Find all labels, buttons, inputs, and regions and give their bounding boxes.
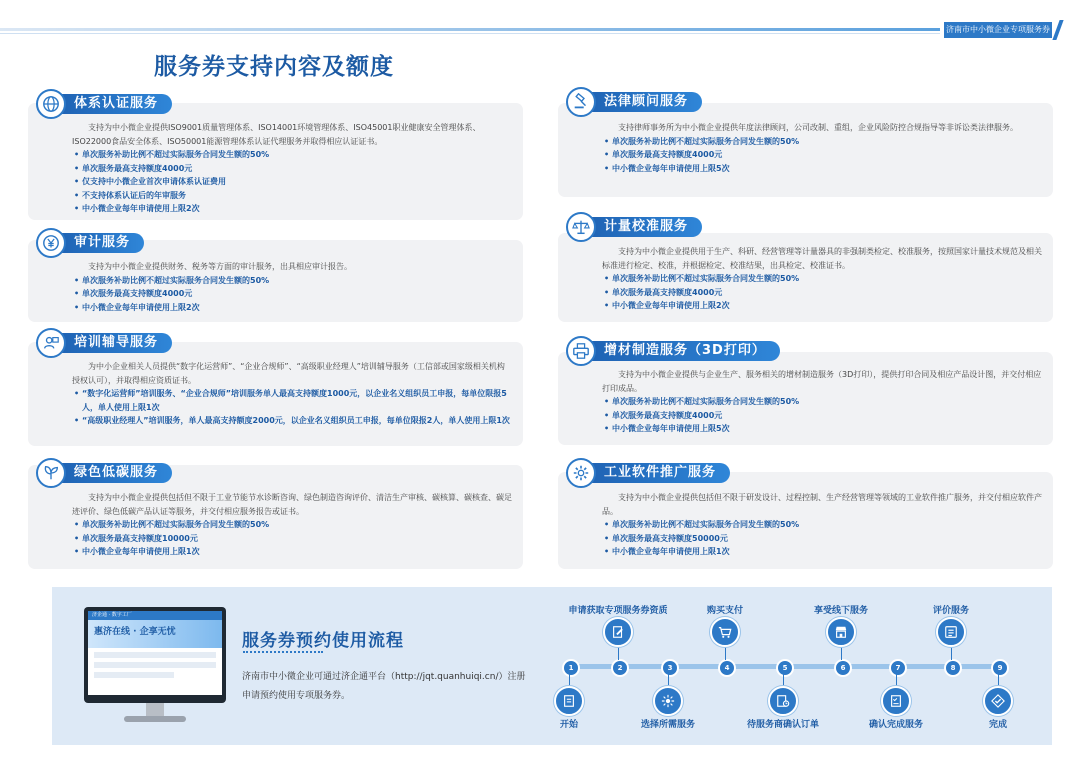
list-item: • 单次服务补助比例不超过实际服务合同发生额的50% — [602, 272, 1042, 286]
list-item: • 中小微企业每年申请使用上限1次 — [72, 545, 512, 559]
step-number: 1 — [562, 659, 580, 677]
flow-title-dots — [243, 651, 323, 653]
list-item: • 单次服务补助比例不超过实际服务合同发生额的50% — [72, 274, 512, 288]
list-item: • 单次服务补助比例不超过实际服务合同发生额的50% — [602, 518, 1042, 532]
yen-coin-icon — [36, 228, 66, 258]
screen-row — [94, 672, 174, 678]
list-item: • 单次服务补助比例不超过实际服务合同发生额的50% — [602, 135, 1042, 149]
section-description: 支持为中小微企业提供ISO9001质量管理体系、ISO14001环境管理体系、ISO45001职业健康安全管理体系、ISO22000食品安全体系、ISO50001能源管理体系认证代理服务并取得相应认证证书。 — [72, 123, 481, 146]
section-header-legal — [566, 89, 702, 115]
section-header-printing — [566, 338, 780, 364]
section-title: 增材制造服务（3D打印） — [590, 341, 780, 361]
monitor-screen — [88, 611, 222, 695]
brand-tag: 济南市中小微企业专项服务券 — [944, 22, 1052, 38]
connector — [998, 673, 999, 687]
checklist-icon — [881, 686, 911, 716]
check-badge-icon — [983, 686, 1013, 716]
section-title: 审计服务 — [60, 233, 144, 253]
section-description: 为中小企业相关人员提供“数字化运营师”、“企业合规师”、“高级职业经理人”培训辅导服务（工信部或国家级相关机构授权认可），并取得相应资质证书。 — [72, 362, 505, 385]
step-label: 确认完成服务 — [868, 720, 924, 730]
screen-hero: 惠济在线 · 企享无忧 — [88, 620, 222, 648]
step-number: 9 — [991, 659, 1009, 677]
list-item: • 单次服务补助比例不超过实际服务合同发生额的50% — [602, 395, 1042, 409]
section-title: 工业软件推广服务 — [590, 463, 730, 483]
list-item: • 中小微企业每年申请使用上限5次 — [602, 162, 1042, 176]
list-item: • 单次服务最高支持额度4000元 — [602, 148, 1042, 162]
section-header-training — [36, 330, 172, 356]
brand-slash-decoration — [1052, 20, 1063, 40]
screen-topbar: 济企通 · 数字工厂 — [88, 611, 222, 620]
section-header-calibration — [566, 214, 702, 240]
section-body-audit — [72, 260, 512, 314]
list-item: • 中小微企业每年申请使用上限2次 — [602, 299, 1042, 313]
section-body-printing — [602, 368, 1042, 436]
list-item: • 中小微企业每年申请使用上限5次 — [602, 422, 1042, 436]
training-icon — [36, 328, 66, 358]
step-number: 4 — [718, 659, 736, 677]
section-body-green — [72, 491, 512, 559]
section-description: 支持为中小微企业提供用于生产、科研、经营管理等计量器具的非强制类检定、校准服务，按照国家计量技术规范及相关标准进行检定、校准，并根据检定、校准结果，出具检定、校准证书。 — [602, 247, 1042, 270]
section-header-audit — [36, 230, 144, 256]
step-label: 享受线下服务 — [813, 606, 869, 616]
review-icon — [936, 617, 966, 647]
connector — [668, 673, 669, 687]
list-item: • 单次服务最高支持额度50000元 — [602, 532, 1042, 546]
header-rule — [0, 28, 940, 31]
section-description: 支持为中小微企业提供包括但不限于研发设计、过程控制、生产经营管理等领域的工业软件推广服务，并交付相应软件产品。 — [602, 493, 1042, 516]
step-label: 评价服务 — [932, 606, 970, 616]
cart-icon — [710, 617, 740, 647]
section-body-legal — [602, 121, 1042, 175]
step-number: 8 — [944, 659, 962, 677]
screen-row — [94, 652, 216, 658]
section-header-software — [566, 460, 730, 486]
list-item: • 中小微企业每年申请使用上限2次 — [72, 202, 512, 216]
step-label: 选择所需服务 — [640, 720, 696, 730]
section-header-green — [36, 460, 172, 486]
gavel-icon — [566, 87, 596, 117]
select-service-icon — [653, 686, 683, 716]
section-description: 支持为中小微企业提供包括但不限于工业节能节水诊断咨询、绿色制造咨询评价、清洁生产审核、碳核算、碳核查、碳足迹评价、绿色低碳产品认证等服务，并交付相应服务报告或证书。 — [72, 493, 512, 516]
connector — [569, 673, 570, 687]
step-number: 7 — [889, 659, 907, 677]
list-item: • “数字化运营师”培训服务、“企业合规师”培训服务单人最高支持额度1000元，以企业名义组织员工申报，每单位限报5人，单人使用上限1次 — [72, 387, 512, 414]
edit-form-icon — [603, 617, 633, 647]
list-item: • 单次服务补助比例不超过实际服务合同发生额的50% — [72, 148, 512, 162]
list-item: • 中小微企业每年申请使用上限1次 — [602, 545, 1042, 559]
list-item: • 中小微企业每年申请使用上限2次 — [72, 301, 512, 315]
document-icon — [554, 686, 584, 716]
list-item: • 单次服务补助比例不超过实际服务合同发生额的50% — [72, 518, 512, 532]
flow-description: 济南市中小微企业可通过济企通平台（http://jqt.quanhuiqi.cn/）注册申请预约使用专项服务券。 — [242, 672, 526, 701]
leaf-sprout-icon — [36, 458, 66, 488]
section-title: 法律顾问服务 — [590, 92, 702, 112]
step-label: 购买支付 — [706, 606, 744, 616]
list-item: • 单次服务最高支持额度10000元 — [72, 532, 512, 546]
section-header-system-cert — [36, 91, 172, 117]
step-label: 申请获取专项服务券资质 — [568, 606, 668, 616]
step-number: 6 — [834, 659, 852, 677]
section-title: 计量校准服务 — [590, 217, 702, 237]
step-number: 3 — [661, 659, 679, 677]
section-body-software — [602, 491, 1042, 559]
section-title: 培训辅导服务 — [60, 333, 172, 353]
section-title: 体系认证服务 — [60, 94, 172, 114]
store-icon — [826, 617, 856, 647]
monitor-base — [124, 716, 186, 722]
gear-icon — [566, 458, 596, 488]
list-item: • 仅支持中小微企业首次申请体系认证费用 — [72, 175, 512, 189]
globe-icon — [36, 89, 66, 119]
step-label: 待服务商确认订单 — [746, 720, 820, 730]
monitor-neck — [146, 703, 164, 717]
screen-row — [94, 662, 216, 668]
printer-icon — [566, 336, 596, 366]
section-description: 支持律师事务所为中小微企业提供年度法律顾问，公司改制、重组，企业风险防控合规指导等非诉讼类法律服务。 — [618, 123, 1018, 132]
connector — [896, 673, 897, 687]
step-label: 开始 — [559, 720, 579, 730]
connector — [783, 673, 784, 687]
list-item: • 单次服务最高支持额度4000元 — [72, 287, 512, 301]
section-description: 支持为中小微企业提供财务、税务等方面的审计服务，出具相应审计报告。 — [88, 262, 352, 271]
list-item: • 单次服务最高支持额度4000元 — [602, 409, 1042, 423]
section-body-training — [72, 360, 512, 428]
order-confirm-icon — [768, 686, 798, 716]
list-item: • 单次服务最高支持额度4000元 — [72, 162, 512, 176]
step-label: 完成 — [988, 720, 1008, 730]
section-body-system-cert — [72, 121, 512, 216]
header-rule-thin — [0, 33, 940, 34]
flow-title: 服务券预约使用流程 — [242, 631, 404, 651]
scale-balance-icon — [566, 212, 596, 242]
step-number: 5 — [776, 659, 794, 677]
page-title: 服务券支持内容及额度 — [154, 53, 394, 80]
section-description: 支持为中小微企业提供与企业生产、服务相关的增材制造服务（3D打印），提供打印合同及相应产品设计图，并交付相应打印成品。 — [602, 370, 1042, 393]
list-item: • “高级职业经理人”培训服务，单人最高支持额度2000元，以企业名义组织员工申报，每单位限报2人，单人使用上限1次 — [72, 414, 512, 428]
section-body-calibration — [602, 245, 1042, 313]
list-item: • 单次服务最高支持额度4000元 — [602, 286, 1042, 300]
list-item: • 不支持体系认证后的年审服务 — [72, 189, 512, 203]
step-number: 2 — [611, 659, 629, 677]
section-title: 绿色低碳服务 — [60, 463, 172, 483]
